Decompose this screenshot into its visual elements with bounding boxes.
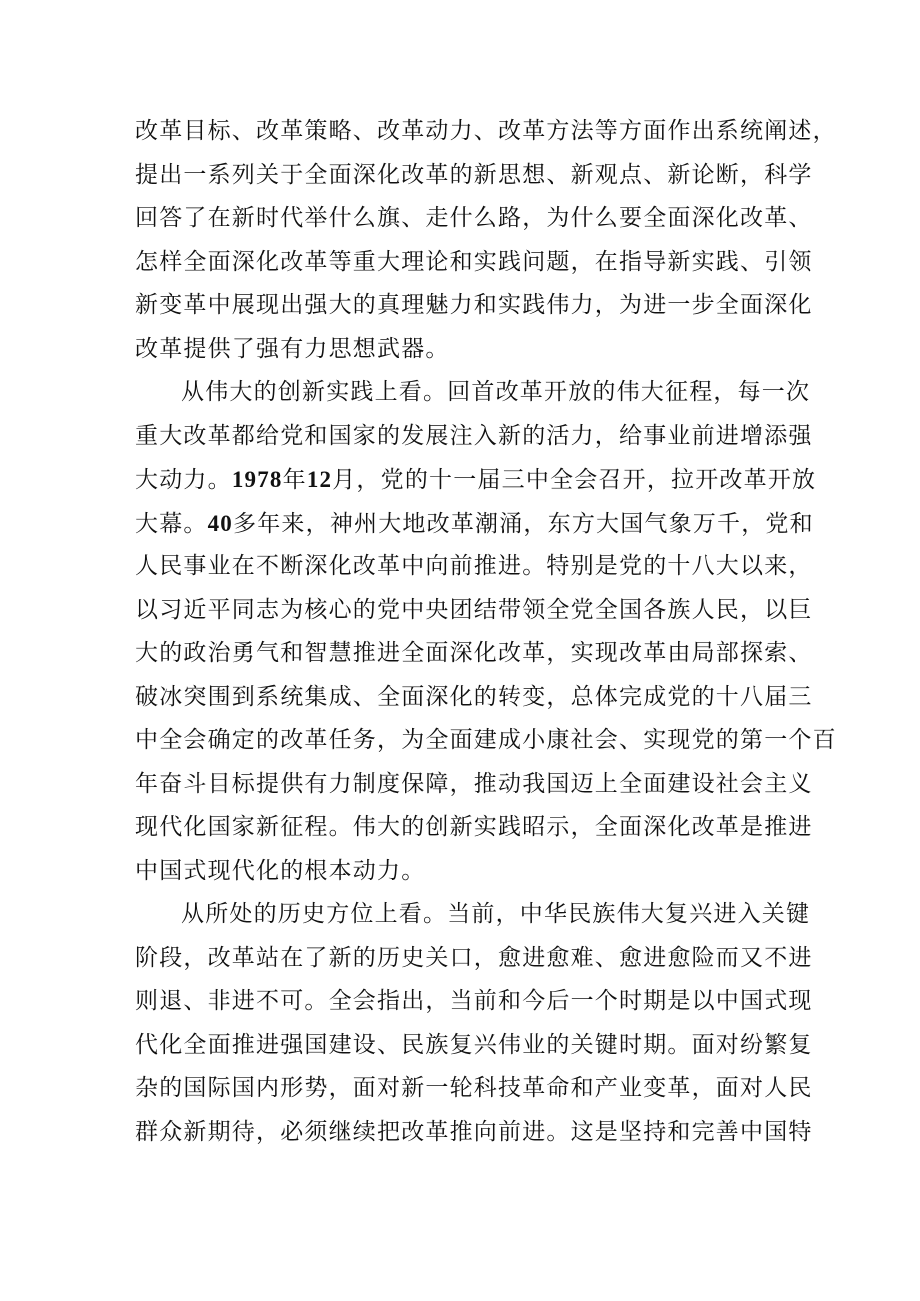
text-line: 大动力。1978年12月，党的十一届三中全会召开，拉开改革开放 xyxy=(135,467,817,493)
numeral: 40 xyxy=(207,510,234,536)
paragraph-1 xyxy=(135,110,837,371)
text-line: 则退、非进不可。全会指出，当前和今后一个时期是以中国式现 xyxy=(135,988,813,1014)
text-line: 现代化国家新征程。伟大的创新实践昭示，全面深化改革是推进 xyxy=(135,814,813,840)
body-text xyxy=(135,110,837,1154)
text-line: 阶段，改革站在了新的历史关口，愈进愈难、愈进愈险而又不进 xyxy=(135,944,813,971)
text-line: 提出一系列关于全面深化改革的新思想、新观点、新论断，科学 xyxy=(135,161,813,188)
text-line: 重大改革都给党和国家的发展注入新的活力，给事业前进增添强 xyxy=(135,422,813,449)
text-line: 以习近平同志为核心的党中央团结带领全党全国各族人民，以巨 xyxy=(135,596,813,623)
paragraph-2 xyxy=(135,371,837,893)
text-line: 怎样全面深化改革等重大理论和实践问题，在指导新实践、引领 xyxy=(135,248,813,275)
text-line: 杂的国际国内形势，面对新一轮科技革命和产业变革，面对人民 xyxy=(135,1075,813,1101)
text-line: 破冰突围到系统集成、全面深化的转变，总体完成党的十八届三 xyxy=(135,683,813,710)
text-line: 人民事业在不断深化改革中向前推进。特别是党的十八大以来， xyxy=(135,553,813,579)
text-line: 新变革中展现出强大的真理魅力和实践伟力，为进一步全面深化 xyxy=(135,292,813,318)
text-line: 群众新期待，必须继续把改革推向前进。这是坚持和完善中国特 xyxy=(135,1118,813,1145)
text-line: 年奋斗目标提供有力制度保障，推动我国迈上全面建设社会主义 xyxy=(135,770,813,797)
text-line: 从伟大的创新实践上看。回首改革开放的伟大征程，每一次 xyxy=(181,379,811,405)
text-line: 大幕。40多年来，神州大地改革潮涌，东方大国气象万千，党和 xyxy=(135,510,814,537)
text-line: 中国式现代化的根本动力。 xyxy=(135,857,426,884)
text-line: 改革目标、改革策略、改革动力、改革方法等方面作出系统阐述， xyxy=(135,118,837,144)
numeral: 1978 xyxy=(231,467,283,492)
text-line: 回答了在新时代举什么旗、走什么路，为什么要全面深化改革、 xyxy=(135,205,813,231)
paragraph-3 xyxy=(135,893,813,1154)
text-line: 代化全面推进强国建设、民族复兴伟业的关键时期。面对纷繁复 xyxy=(135,1031,813,1058)
text-line: 从所处的历史方位上看。当前，中华民族伟大复兴进入关键 xyxy=(181,901,811,927)
text-line: 中全会确定的改革任务，为全面建成小康社会、实现党的第一个百 xyxy=(135,727,837,753)
numeral: 12 xyxy=(306,467,333,492)
text-line: 大的政治勇气和智慧推进全面深化改革，实现改革由局部探索、 xyxy=(135,640,813,666)
text-line: 改革提供了强有力思想武器。 xyxy=(135,335,450,362)
